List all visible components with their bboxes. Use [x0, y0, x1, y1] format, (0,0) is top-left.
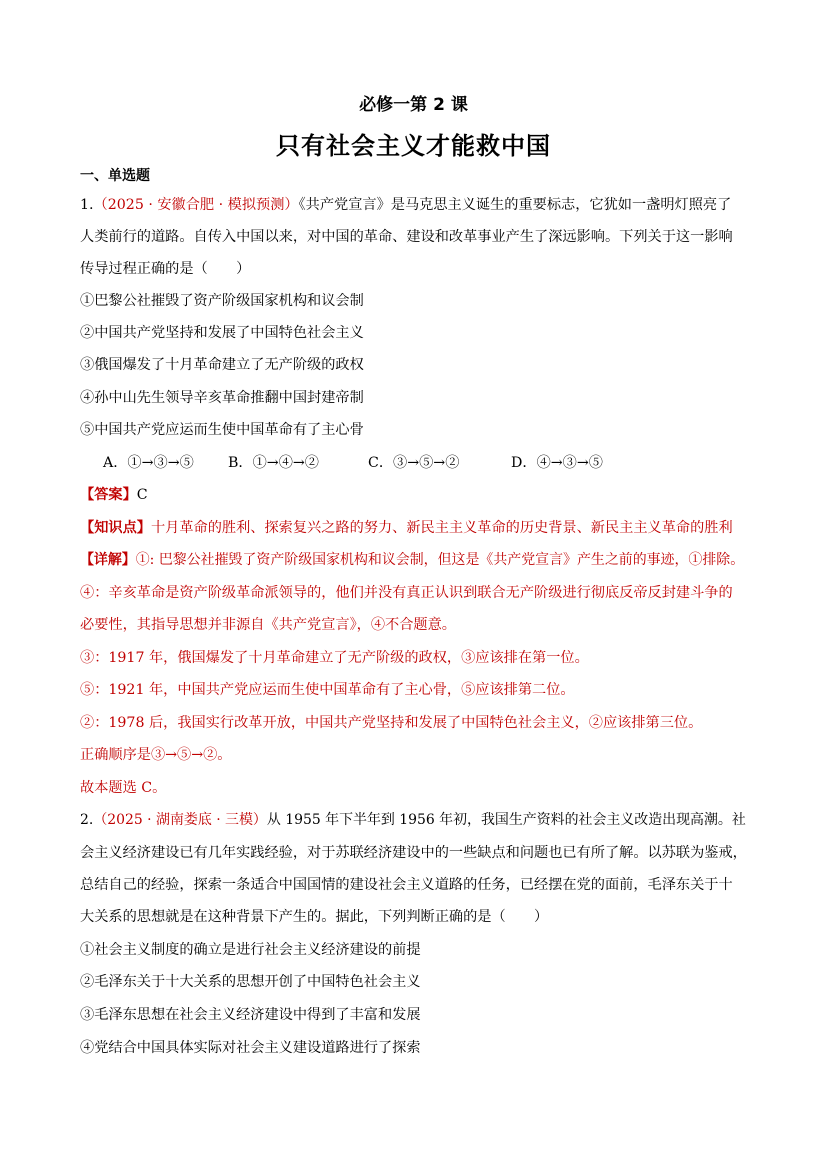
q1-detail-line: 正确顺序是③→⑤→②。 — [80, 747, 232, 763]
q1-stem-line: 人类前行的道路。自传入中国以来，对中国的革命、建设和改革事业产生了深远影响。下列关于这一影响 — [80, 229, 733, 245]
detail-label: 【详解】 — [80, 552, 136, 568]
q1-detail-line: ②：1978 后，我国实行改革开放，中国共产党坚持和发展了中国特色社会主义，②应该排第三位。 — [80, 715, 703, 731]
course-subtitle: 必修一第 2 课 — [359, 95, 468, 115]
q1-stem-line: 传导过程正确的是（ ） — [80, 261, 251, 277]
q1-detail-line: ⑤：1921 年，中国共产党应运而生使中国革命有了主心骨，⑤应该排第二位。 — [80, 682, 575, 698]
q1-number: 1. — [80, 197, 94, 213]
q2-stem-line: 总结自己的经验，探索一条适合中国国情的建设社会主义道路的任务，已经摆在党的面前，毛泽东关于十 — [80, 877, 733, 893]
q2-source: （2025 · 湖南娄底 · 三模） — [93, 812, 267, 828]
q1-options — [103, 453, 773, 473]
knowledge-label: 【知识点】 — [80, 520, 151, 536]
lesson-title: 只有社会主义才能救中国 — [276, 131, 551, 160]
q2-stem-text: 从 1955 年下半年到 1956 年初，我国生产资料的社会主义改造出现高潮。社 — [266, 812, 746, 828]
q1-option-b: B．①→④→② — [228, 455, 319, 471]
q2-stem-line — [80, 810, 750, 830]
q1-item: ①巴黎公社摧毁了资产阶级国家机构和议会制 — [80, 293, 364, 309]
section-heading: 一、单选题 — [80, 168, 150, 184]
q2-stem-line: 会主义经济建设已有几年实践经验，对于苏联经济建设中的一些缺点和问题也已有所了解。以苏联为鉴戒， — [80, 845, 747, 861]
q1-item: ④孙中山先生领导辛亥革命推翻中国封建帝制 — [80, 390, 364, 406]
q2-item: ②毛泽东关于十大关系的思想开创了中国特色社会主义 — [80, 974, 421, 990]
answer-value: C — [136, 487, 148, 503]
q1-option-d: D．④→③→⑤ — [511, 455, 603, 471]
q1-stem-line — [80, 195, 750, 215]
q1-source: （2025 · 安徽合肥 · 模拟预测） — [93, 197, 299, 213]
q1-knowledge — [80, 518, 750, 538]
q2-number: 2. — [80, 812, 94, 828]
q2-item: ③毛泽东思想在社会主义经济建设中得到了丰富和发展 — [80, 1007, 421, 1023]
q1-item: ②中国共产党坚持和发展了中国特色社会主义 — [80, 325, 364, 341]
detail-text: ①: 巴黎公社摧毁了资产阶级国家机构和议会制，但这是《共产党宣言》产生之前的事迹，①排除。 — [135, 552, 745, 568]
q1-item: ⑤中国共产党应运而生使中国革命有了主心骨 — [80, 422, 364, 438]
knowledge-text: 十月革命的胜利、探索复兴之路的努力、新民主主义革命的历史背景、新民主主义革命的胜利 — [150, 520, 733, 536]
q1-option-c: C．③→⑤→② — [368, 455, 460, 471]
q2-stem-line: 大关系的思想就是在这种背景下产生的。据此，下列判断正确的是（ ） — [80, 909, 549, 925]
q1-detail-line: 必要性，其指导思想并非源自《共产党宣言》，④不合题意。 — [80, 617, 456, 633]
q2-item: ①社会主义制度的确立是进行社会主义经济建设的前提 — [80, 942, 421, 958]
q1-conclusion: 故本题选 C。 — [80, 780, 167, 796]
q1-detail-line: ④：辛亥革命是资产阶级革命派领导的，他们并没有真正认识到联合无产阶级进行彻底反帝反封建斗争的 — [80, 585, 733, 601]
q1-stem-text: 《共产党宣言》是马克思主义诞生的重要标志，它犹如一盏明灯照亮了 — [298, 197, 732, 213]
answer-label: 【答案】 — [80, 487, 137, 503]
q1-detail — [80, 550, 750, 570]
q1-detail-line: ③：1917 年，俄国爆发了十月革命建立了无产阶级的政权，③应该排在第一位。 — [80, 650, 589, 666]
q1-item: ③俄国爆发了十月革命建立了无产阶级的政权 — [80, 357, 364, 373]
q1-option-a: A．①→③→⑤ — [103, 455, 194, 471]
q2-item: ④党结合中国具体实际对社会主义建设道路进行了探索 — [80, 1040, 421, 1056]
q1-answer — [80, 485, 750, 505]
